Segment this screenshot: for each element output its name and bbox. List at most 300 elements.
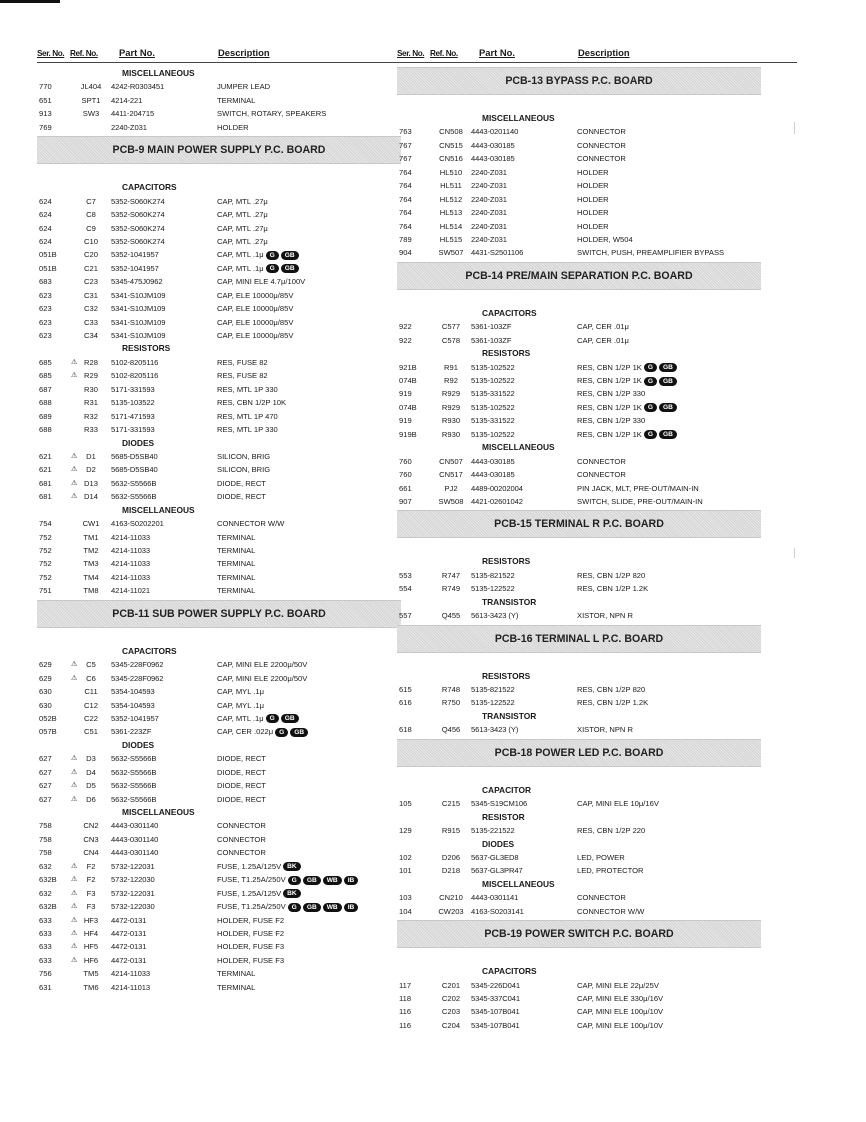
ser-no: 661: [399, 483, 412, 493]
ser-no: 557: [399, 611, 412, 621]
ser-no: 752: [39, 532, 52, 542]
top-edge-bar: [0, 0, 60, 3]
description-text: CONNECTOR: [217, 834, 266, 844]
part-row: [37, 195, 437, 208]
ser-no: 616: [399, 698, 412, 708]
part-no: 4411-204715: [111, 109, 155, 119]
part-no: 4421-02601042: [471, 496, 523, 506]
description-text: DIODE, RECT: [217, 767, 266, 777]
ser-no: 117: [399, 980, 412, 990]
ref-no: CN507: [439, 456, 463, 466]
description-text: HOLDER: [577, 194, 609, 204]
part-row: [397, 125, 797, 138]
part-row: [397, 401, 797, 414]
description-text: RES, CBN 1/2P 1K: [577, 376, 642, 385]
part-no: 5361-103ZF: [471, 322, 512, 332]
part-row: [397, 233, 797, 246]
description: [577, 233, 633, 246]
category-heading: DIODES: [122, 437, 155, 448]
part-no: 4472-0131: [111, 928, 147, 938]
ser-no: 627: [39, 767, 52, 777]
part-row: [37, 927, 437, 940]
ser-no: 760: [399, 470, 412, 480]
description: [577, 152, 626, 165]
ref-no: R747: [441, 570, 461, 580]
description-text: RES, CBN 1/2P 1K: [577, 429, 642, 439]
ser-no: 632: [39, 861, 52, 871]
ser-no: 681: [39, 492, 52, 502]
region-badge: G: [275, 728, 288, 737]
ref-no: TM3: [83, 559, 99, 569]
part-no: 4214-11021: [111, 586, 150, 596]
part-row: [37, 833, 437, 846]
description: [577, 1019, 663, 1032]
description-text: SWITCH, ROTARY, SPEAKERS: [217, 109, 327, 119]
part-no: 5352-S060K274: [111, 223, 165, 233]
description: [217, 672, 307, 685]
ser-no: 921B: [399, 362, 417, 372]
description: [577, 139, 626, 152]
description-text: LED, POWER: [577, 852, 625, 862]
ref-no: SPT1: [81, 95, 101, 105]
ref-no: CN3: [83, 834, 99, 844]
part-no: 4443-030185: [471, 456, 515, 466]
description-text: FUSE, T1.25A/250V: [217, 902, 286, 912]
description-text: HOLDER: [577, 167, 609, 177]
ref-no: SW508: [438, 496, 464, 506]
ref-no: TM8: [83, 586, 99, 596]
ser-no: 118: [399, 994, 412, 1003]
part-no: 4443-0301141: [471, 893, 519, 903]
part-row: [397, 428, 797, 441]
part-row: [37, 121, 437, 134]
description-text: CAP, MINI ELE 10μ/16V: [577, 799, 659, 809]
part-no: 5341-S10JM109: [111, 331, 166, 340]
part-row: [37, 423, 437, 436]
ref-no: PJ2: [444, 483, 458, 493]
safety-warning-icon: ⚠: [71, 782, 78, 790]
description-text: DIODE, RECT: [217, 492, 266, 502]
description: [577, 569, 645, 582]
ser-no: 621: [39, 465, 52, 475]
part-row: [37, 248, 437, 261]
ref-no: C5: [86, 660, 96, 670]
description-text: CAP, MINI ELE 22μ/25V: [577, 980, 659, 990]
ref-no: CN517: [439, 470, 463, 480]
description-text: HOLDER: [577, 221, 609, 231]
ser-no: 051B: [39, 250, 57, 260]
description: [217, 685, 264, 698]
part-no: 5102-8205116: [111, 357, 159, 367]
description-text: CAP, ELE 10000μ/85V: [217, 304, 294, 314]
section-spacer: [397, 769, 797, 784]
part-row: [37, 940, 437, 953]
description: [217, 517, 284, 530]
ref-no: CN508: [439, 127, 463, 137]
description: [217, 967, 255, 980]
category-heading: RESISTORS: [482, 348, 531, 359]
ser-no: 627: [39, 754, 52, 764]
description: [217, 658, 307, 671]
category-heading: MISCELLANEOUS: [482, 442, 555, 453]
description: [217, 262, 299, 275]
description-text: HOLDER, FUSE F2: [217, 915, 285, 925]
description: [577, 582, 648, 595]
ref-no: R33: [84, 425, 98, 435]
part-no: 5613-3423 (Y): [471, 725, 519, 735]
ref-no: CN210: [439, 893, 463, 903]
description-text: SWITCH, SLIDE, PRE-OUT/MAIN-IN: [577, 496, 703, 506]
ser-no: 687: [39, 384, 52, 394]
part-no: 5135-102522: [471, 402, 515, 412]
part-no: 5345-228F0962: [111, 660, 164, 670]
region-badge: GB: [281, 714, 299, 723]
description: [577, 320, 629, 333]
ref-no: C10: [84, 236, 98, 246]
ser-no: 756: [39, 969, 52, 979]
ser-no: 052B: [39, 713, 57, 723]
part-no: 5345-228F0962: [111, 673, 164, 683]
description: [217, 819, 266, 832]
part-row: [397, 414, 797, 427]
part-row: [397, 696, 797, 709]
ref-no: HF4: [83, 928, 99, 938]
description-text: LED, PROTECTOR: [577, 866, 644, 876]
description-text: HOLDER, FUSE F3: [217, 955, 285, 965]
part-row: [37, 356, 437, 369]
category-heading: CAPACITORS: [122, 182, 177, 193]
ser-no: 919: [399, 389, 412, 399]
description-text: FUSE, 1.25A/125V: [217, 861, 282, 871]
part-row: [397, 1005, 797, 1018]
ser-no: 688: [39, 425, 52, 435]
description-text: CONNECTOR: [577, 140, 626, 150]
part-no: 4214-11033: [111, 532, 150, 542]
description: [217, 584, 255, 597]
description: [577, 797, 659, 810]
ref-no: D5: [86, 781, 96, 791]
description: [577, 166, 609, 179]
description-text: CAP, MTL .1μ: [217, 263, 264, 273]
ser-no: 751: [39, 586, 52, 596]
category-heading: CAPACITORS: [122, 645, 177, 656]
part-no: 4443-030185: [471, 140, 515, 150]
ser-no: 553: [399, 570, 412, 580]
description: [577, 979, 659, 992]
ser-no: 057B: [39, 727, 57, 737]
part-no: 4472-0131: [111, 915, 147, 925]
ser-no: 623: [39, 317, 52, 327]
ref-no: C577: [441, 322, 461, 332]
ser-no: 752: [39, 559, 52, 569]
ref-no: C31: [84, 290, 98, 300]
ser-no: 688: [39, 398, 52, 408]
description-text: CAP, ELE 10000μ/85V: [217, 331, 294, 340]
part-no: 4242-R0303451: [111, 82, 165, 92]
description-text: HOLDER: [217, 122, 249, 132]
ref-no: C21: [84, 263, 98, 273]
part-row: [37, 477, 437, 490]
part-row: [37, 107, 437, 120]
description-text: FUSE, T1.25A/250V: [217, 875, 286, 885]
part-row: [397, 139, 797, 152]
region-badge: G: [644, 363, 657, 372]
part-row: [37, 954, 437, 967]
part-no: 5632-S5566B: [111, 794, 157, 804]
description: [217, 222, 268, 235]
ser-no: 633: [39, 915, 52, 925]
part-row: [397, 797, 797, 810]
ref-no: C32: [84, 304, 98, 314]
description-text: HOLDER: [577, 208, 609, 218]
description: [577, 414, 645, 427]
description: [217, 80, 270, 93]
ser-no: 769: [39, 122, 52, 132]
ref-no: R929: [441, 402, 461, 412]
ser-no: 051B: [39, 263, 57, 273]
part-row: [37, 222, 437, 235]
part-no: 5352-S060K274: [111, 210, 165, 220]
ref-no: R930: [441, 416, 461, 426]
description: [217, 396, 286, 409]
description: [217, 463, 270, 476]
part-no: 4443-030185: [471, 470, 515, 480]
description: [577, 905, 644, 918]
description: [577, 361, 677, 374]
part-no: 5135-102522: [471, 429, 515, 439]
description: [217, 954, 284, 967]
description: [217, 712, 299, 725]
description-text: TERMINAL: [217, 546, 256, 555]
ser-no: 922: [399, 335, 412, 345]
ref-no: HF3: [83, 915, 99, 925]
part-no: 4214-11033: [111, 546, 150, 555]
board-section-banner: PCB-9 MAIN POWER SUPPLY P.C. BOARD: [37, 136, 401, 164]
description-text: CAP, MINI ELE 100μ/10V: [577, 1007, 664, 1017]
ser-no: 632B: [39, 875, 57, 885]
part-row: [37, 900, 437, 913]
part-row: [397, 482, 797, 495]
part-no: 5732-122030: [111, 875, 155, 885]
description: [577, 193, 609, 206]
section-spacer: [37, 166, 437, 181]
part-no: 5613-3423 (Y): [471, 611, 519, 621]
part-no: 5685-D5SB40: [111, 451, 158, 461]
description: [217, 779, 266, 792]
safety-warning-icon: ⚠: [71, 466, 78, 474]
part-row: [397, 609, 797, 622]
safety-warning-icon: ⚠: [71, 479, 78, 487]
description-text: RES, CBN 1/2P 220: [577, 826, 646, 836]
part-no: 5135-821522: [471, 570, 515, 580]
region-badge: BK: [283, 862, 301, 871]
description-text: CONNECTOR: [217, 848, 266, 858]
region-badge: IB: [344, 903, 359, 912]
safety-warning-icon: ⚠: [71, 889, 78, 897]
part-no: 5352-S060K274: [111, 236, 165, 246]
board-section-banner: PCB-14 PRE/MAIN SEPARATION P.C. BOARD: [397, 262, 761, 290]
part-row: [37, 208, 437, 221]
part-no: 5135-103522: [111, 398, 155, 408]
part-row: [397, 992, 797, 1005]
part-row: [37, 329, 437, 342]
description-text: CAP, MINI ELE 4.7μ/100V: [217, 277, 306, 287]
parts-column-left: [37, 40, 437, 994]
ref-no: CW1: [82, 519, 100, 529]
description: [217, 914, 284, 927]
board-section-banner: PCB-15 TERMINAL R P.C. BOARD: [397, 510, 761, 538]
part-no: 4472-0131: [111, 942, 147, 952]
safety-warning-icon: ⚠: [71, 452, 78, 460]
ref-no: C578: [441, 335, 461, 345]
region-badge: GB: [659, 377, 677, 386]
header-ser-no: Ser. No.: [37, 49, 65, 58]
ser-no: 630: [39, 700, 52, 710]
part-no: 5135-102522: [471, 362, 515, 372]
part-row: [397, 905, 797, 918]
ser-no: 631: [39, 982, 52, 992]
part-row: [37, 262, 437, 275]
ref-no: CN2: [83, 821, 99, 831]
ref-no: R929: [441, 389, 461, 399]
description: [217, 699, 264, 712]
ref-no: HF5: [83, 942, 99, 952]
part-row: [37, 846, 437, 859]
part-no: 2240-Z031: [471, 234, 507, 244]
description: [217, 531, 255, 544]
description-text: CAP, MYL .1μ: [217, 700, 265, 710]
part-no: 2240-Z031: [471, 221, 507, 231]
ref-no: TM2: [83, 546, 99, 555]
category-heading: MISCELLANEOUS: [122, 807, 195, 817]
part-row: [37, 369, 437, 382]
ser-no: 764: [399, 194, 412, 204]
safety-warning-icon: ⚠: [71, 956, 78, 964]
part-no: 4489-00202004: [471, 483, 523, 493]
safety-warning-icon: ⚠: [71, 903, 78, 911]
ser-no: 922: [399, 322, 412, 332]
ref-no: R91: [444, 362, 458, 372]
ref-no: TM1: [83, 532, 99, 542]
description: [217, 477, 266, 490]
part-row: [37, 383, 437, 396]
part-row: [37, 725, 437, 738]
ref-no: D3: [86, 754, 96, 764]
parts-column-right: [397, 40, 797, 1032]
ref-no: C6: [86, 673, 96, 683]
ser-no: 685: [39, 357, 52, 367]
section-spacer: [397, 97, 797, 112]
part-row: [397, 1019, 797, 1032]
description-text: CAP, ELE 10000μ/85V: [217, 290, 294, 300]
ref-no: R31: [84, 398, 98, 408]
ref-no: C33: [84, 317, 98, 327]
safety-warning-icon: ⚠: [71, 493, 78, 501]
description-text: CAP, MINI ELE 100μ/10V: [577, 1020, 664, 1030]
category-heading: DIODES: [482, 838, 515, 849]
description-text: RES, CBN 1/2P 330: [577, 389, 646, 399]
ser-no: 101: [399, 866, 412, 876]
description-text: RES, FUSE 82: [217, 371, 268, 381]
part-row: [397, 179, 797, 192]
description: [577, 482, 699, 495]
description: [217, 571, 255, 584]
category-heading: MISCELLANEOUS: [122, 504, 195, 515]
description-text: CAP, CER .01μ: [577, 322, 629, 332]
part-row: [37, 752, 437, 765]
region-badge: GB: [290, 728, 308, 737]
description: [577, 387, 645, 400]
part-row: [397, 320, 797, 333]
part-no: 5135-102522: [471, 376, 515, 385]
ref-no: HL510: [439, 167, 463, 177]
ref-no: C51: [84, 727, 98, 737]
region-badge: G: [266, 251, 279, 260]
part-row: [397, 824, 797, 837]
part-row: [397, 569, 797, 582]
description-text: DIODE, RECT: [217, 781, 266, 791]
description-text: CONNECTOR W/W: [577, 906, 645, 916]
part-no: 5135-221522: [471, 826, 515, 836]
part-no: 4163-S0203141: [471, 906, 524, 916]
part-row: [37, 779, 437, 792]
ref-no: TM6: [83, 982, 99, 992]
part-row: [37, 531, 437, 544]
header-description: Description: [578, 47, 630, 58]
ser-no: 754: [39, 519, 52, 529]
ser-no: 623: [39, 331, 52, 340]
ref-no: HL513: [439, 208, 463, 218]
description-text: CONNECTOR: [577, 456, 626, 466]
ref-no: C7: [86, 196, 96, 206]
part-row: [37, 699, 437, 712]
ref-no: R915: [441, 826, 461, 836]
ser-no: 919B: [399, 429, 417, 439]
description: [577, 220, 609, 233]
ref-no: Q456: [441, 725, 461, 735]
part-row: [37, 860, 437, 873]
ser-no: 624: [39, 196, 52, 206]
part-row: [37, 873, 437, 886]
description-text: PIN JACK, MLT, PRE-OUT/MAIN-IN: [577, 483, 699, 493]
part-row: [37, 887, 437, 900]
ref-no: D4: [86, 767, 96, 777]
header-ser-no: Ser. No.: [397, 49, 425, 58]
ser-no: 129: [399, 826, 412, 836]
ref-no: R30: [84, 384, 98, 394]
header-part-no: Part No.: [119, 47, 155, 58]
description-text: RES, CBN 1/2P 820: [577, 685, 646, 694]
part-no: 5354-104593: [111, 687, 155, 697]
ser-no: 629: [39, 660, 52, 670]
description: [577, 851, 625, 864]
description-text: RES, FUSE 82: [217, 357, 268, 367]
description: [577, 891, 626, 904]
part-row: [37, 571, 437, 584]
header-part-no: Part No.: [479, 47, 515, 58]
ser-no: 623: [39, 290, 52, 300]
part-row: [397, 387, 797, 400]
description: [217, 208, 268, 221]
description-text: SWITCH, PUSH, PREAMPLIFIER BYPASS: [577, 248, 725, 258]
part-no: 2240-Z031: [471, 167, 507, 177]
part-no: 5354-104593: [111, 700, 155, 710]
part-row: [397, 206, 797, 219]
part-row: [397, 246, 797, 259]
ref-no: F2: [86, 875, 96, 885]
part-row: [37, 235, 437, 248]
part-no: 5632-S5566B: [111, 492, 157, 502]
